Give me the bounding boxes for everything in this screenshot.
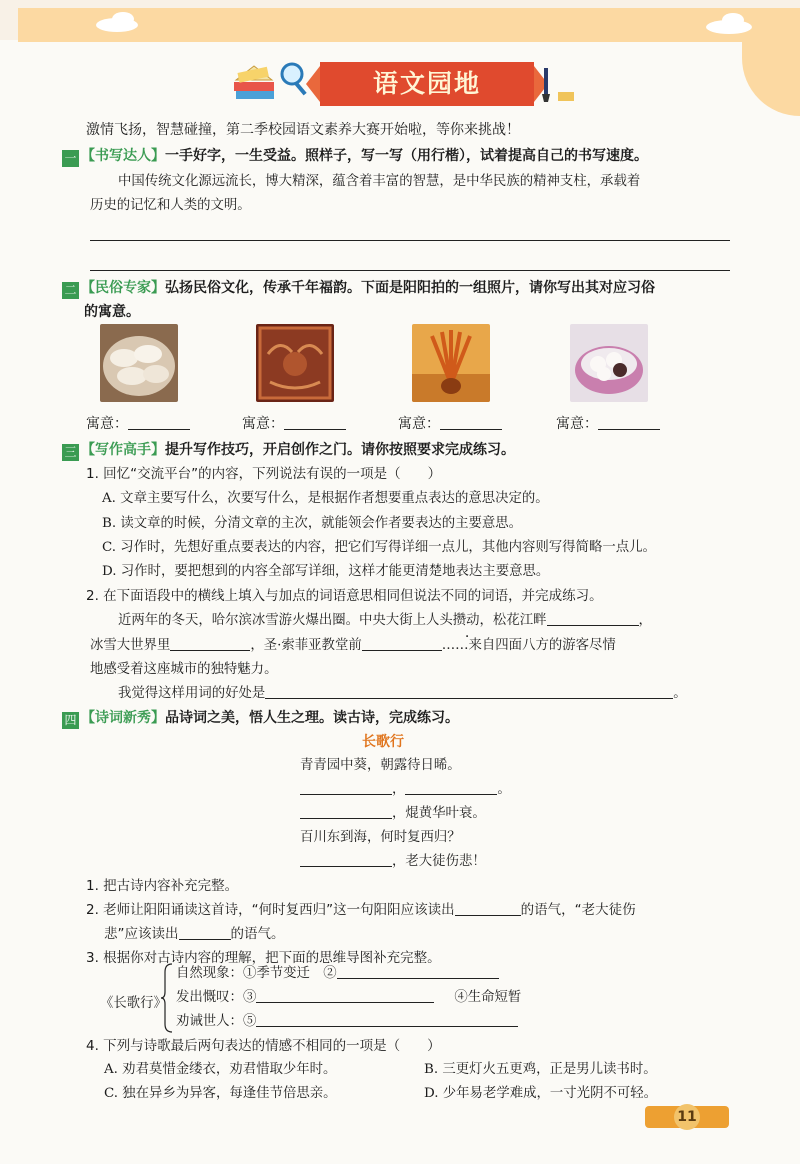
choice-c: C. 独在异乡为异客，每逢佳节倍思亲。 xyxy=(104,1086,337,1101)
option-a: A. 文章主要写什么，次要写什么，是根据作者想要重点表达的意思决定的。 xyxy=(102,491,549,506)
section-instruction: 品诗词之美，悟人生之理。读古诗，完成练习。 xyxy=(165,710,459,726)
branch-text: ④生命短暂 xyxy=(454,990,522,1005)
answer-blank[interactable] xyxy=(405,794,497,795)
passage-text: 冰雪大世界里 xyxy=(90,638,171,653)
answer-blank[interactable] xyxy=(300,818,392,819)
page-title: 语文园地 xyxy=(372,69,481,98)
poem-title: 长歌行 xyxy=(362,734,404,750)
books-magnifier-icon xyxy=(232,56,308,102)
poem-punct: 。 xyxy=(497,782,511,797)
title-banner xyxy=(320,62,534,106)
question-4-2 xyxy=(86,900,636,920)
meaning-field-4 xyxy=(556,414,660,434)
option-d: D. 习作时，要把想到的内容全部写详细，这样才能更清楚地表达主要意思。 xyxy=(102,564,550,579)
passage-line-2 xyxy=(90,636,616,656)
section-tag: 【民俗专家】 xyxy=(81,280,165,296)
question-text: 悲”应该读出 xyxy=(104,926,179,942)
passage-line-4 xyxy=(118,684,687,704)
section-3-heading xyxy=(62,440,515,461)
writing-line[interactable] xyxy=(90,240,730,241)
question-text: 2. 老师让阳阳诵读这首诗，“何时复西归”这一句阳阳应该读出 xyxy=(86,902,455,918)
section-number-badge: 二 xyxy=(62,282,79,299)
section-instruction: 弘扬民俗文化，传承千年福韵。下面是阳阳拍的一组照片，请你写出其对应习俗 xyxy=(165,280,655,296)
choice-d: D. 少年易老学难成，一寸光阴不可轻。 xyxy=(424,1086,658,1101)
cloud-icon xyxy=(112,12,134,26)
passage-text: 。 xyxy=(673,686,687,701)
passage-text: ，松花江畔 xyxy=(479,613,547,628)
section-number-badge: 一 xyxy=(62,150,79,167)
section-tag: 【写作高手】 xyxy=(81,442,165,458)
poem-line-3 xyxy=(300,804,486,824)
carving-photo xyxy=(256,324,334,402)
poem-line-5 xyxy=(300,852,486,872)
meaning-field-1 xyxy=(86,414,190,434)
passage-text: 近两年的冬天，哈尔滨冰雪游火爆出圈。中央大街上人头 xyxy=(118,613,453,628)
passage-line-1: 近两年的冬天，哈尔滨冰雪游火爆出圈。中央大街上人头攒动，松花江畔 ， xyxy=(118,613,652,628)
passage-text: ……来自四面八方的游客尽情 xyxy=(441,638,616,653)
answer-blank[interactable] xyxy=(362,650,442,651)
meaning-label: 寓意： xyxy=(86,416,128,432)
answer-blank[interactable] xyxy=(598,429,660,430)
meaning-label: 寓意： xyxy=(556,416,598,432)
passage-text: 我觉得这样用词的好处是 xyxy=(118,686,266,701)
question-3-2: 2. 在下面语段中的横线上填入与加点的词语意思相同但说法不同的词语，并完成练习。 xyxy=(86,588,603,604)
answer-blank[interactable] xyxy=(265,698,673,699)
answer-blank[interactable] xyxy=(300,866,392,867)
cloud-icon xyxy=(722,13,744,27)
choice-b: B. 三更灯火五更鸡，正是男儿读书时。 xyxy=(424,1062,657,1077)
answer-blank[interactable] xyxy=(256,1026,518,1027)
answer-blank[interactable] xyxy=(179,939,231,940)
mindmap-root: 《长歌行》 xyxy=(100,996,167,1011)
answer-blank[interactable] xyxy=(300,794,392,795)
section-instruction-cont: 的寓意。 xyxy=(84,304,140,320)
dumplings-photo xyxy=(100,324,178,402)
meaning-label: 寓意： xyxy=(398,416,440,432)
answer-blank[interactable] xyxy=(337,978,499,979)
sample-paragraph-line: 历史的记忆和人类的文明。 xyxy=(90,198,251,213)
poem-punct: ， xyxy=(392,782,406,797)
question-text: 的语气，“老大徒伤 xyxy=(520,902,636,918)
question-4-2-cont xyxy=(104,924,285,944)
answer-blank[interactable] xyxy=(455,915,521,916)
question-text: 的语气。 xyxy=(230,926,285,942)
question-4-4: 4. 下列与诗歌最后两句表达的情感不相同的一项是（ ） xyxy=(86,1038,441,1054)
poem-line-4: 百川东到海，何时复西归？ xyxy=(300,830,461,845)
answer-blank[interactable] xyxy=(284,429,346,430)
answer-blank[interactable] xyxy=(170,650,250,651)
section-4-heading xyxy=(62,708,459,729)
section-instruction: 提升写作技巧，开启创作之门。请你按照要求完成练习。 xyxy=(165,442,515,458)
wheat-photo xyxy=(412,324,490,402)
meaning-field-2 xyxy=(242,414,346,434)
sample-paragraph-line: 中国传统文化源远流长，博大精深，蕴含着丰富的智慧，是中华民族的精神支柱，承载着 xyxy=(118,174,641,189)
answer-blank[interactable] xyxy=(256,1002,434,1003)
passage-text: ，圣·索菲亚教堂前 xyxy=(250,638,362,653)
writing-line[interactable] xyxy=(90,270,730,271)
section-number-badge: 四 xyxy=(62,712,79,729)
poem-line-2 xyxy=(300,780,511,800)
mindmap-branch-3 xyxy=(176,1012,518,1032)
question-3-1: 1. 回忆“交流平台”的内容，下列说法有误的一项是（ ） xyxy=(86,466,442,482)
page-number: 11 xyxy=(674,1104,700,1130)
poem-text: ，老大徒伤悲！ xyxy=(392,854,486,869)
passage-line-3: 地感受着这座城市的独特魅力。 xyxy=(90,662,278,677)
answer-blank[interactable] xyxy=(128,429,190,430)
mindmap-brace-icon xyxy=(160,962,174,1034)
section-tag: 【书写达人】 xyxy=(81,148,165,164)
branch-text: 劝诫世人：⑤ xyxy=(176,1014,257,1029)
branch-text: 自然现象：①季节变迁 ② xyxy=(176,966,337,981)
mindmap-branch-1 xyxy=(176,964,499,984)
meaning-field-3 xyxy=(398,414,502,434)
poem-line-1: 青青园中葵，朝露待日晞。 xyxy=(300,758,461,773)
section-tag: 【诗词新秀】 xyxy=(81,710,165,726)
meaning-label: 寓意： xyxy=(242,416,284,432)
option-b: B. 读文章的时候，分清文章的主次，就能领会作者要表达的主要意思。 xyxy=(102,516,523,531)
answer-blank[interactable] xyxy=(440,429,502,430)
section-number-badge: 三 xyxy=(62,444,79,461)
answer-blank[interactable] xyxy=(547,625,639,626)
tangyuan-photo xyxy=(570,324,648,402)
section-instruction: 一手好字，一生受益。照样子，写一写（用行楷），试着提高自己的书写速度。 xyxy=(165,148,648,164)
section-2-heading xyxy=(62,278,655,299)
choice-a: A. 劝君莫惜金缕衣，劝君惜取少年时。 xyxy=(104,1062,337,1077)
dotted-word: 攒动 xyxy=(452,613,480,628)
option-c: C. 习作时，先想好重点要表达的内容，把它们写得详细一点儿，其他内容则写得简略一点儿。 xyxy=(102,540,656,555)
intro-text: 激情飞扬，智慧碰撞，第二季校园语文素养大赛开始啦，等你来挑战！ xyxy=(86,122,520,138)
question-4-1: 1. 把古诗内容补充完整。 xyxy=(86,878,239,894)
poem-text: ，焜黄华叶衰。 xyxy=(392,806,486,821)
brush-icon xyxy=(538,66,578,104)
branch-text: 发出慨叹：③ xyxy=(176,990,257,1005)
question-4-3: 3. 根据你对古诗内容的理解，把下面的思维导图补充完整。 xyxy=(86,950,441,966)
mindmap-branch-2 xyxy=(176,988,521,1008)
section-1-heading xyxy=(62,146,648,167)
